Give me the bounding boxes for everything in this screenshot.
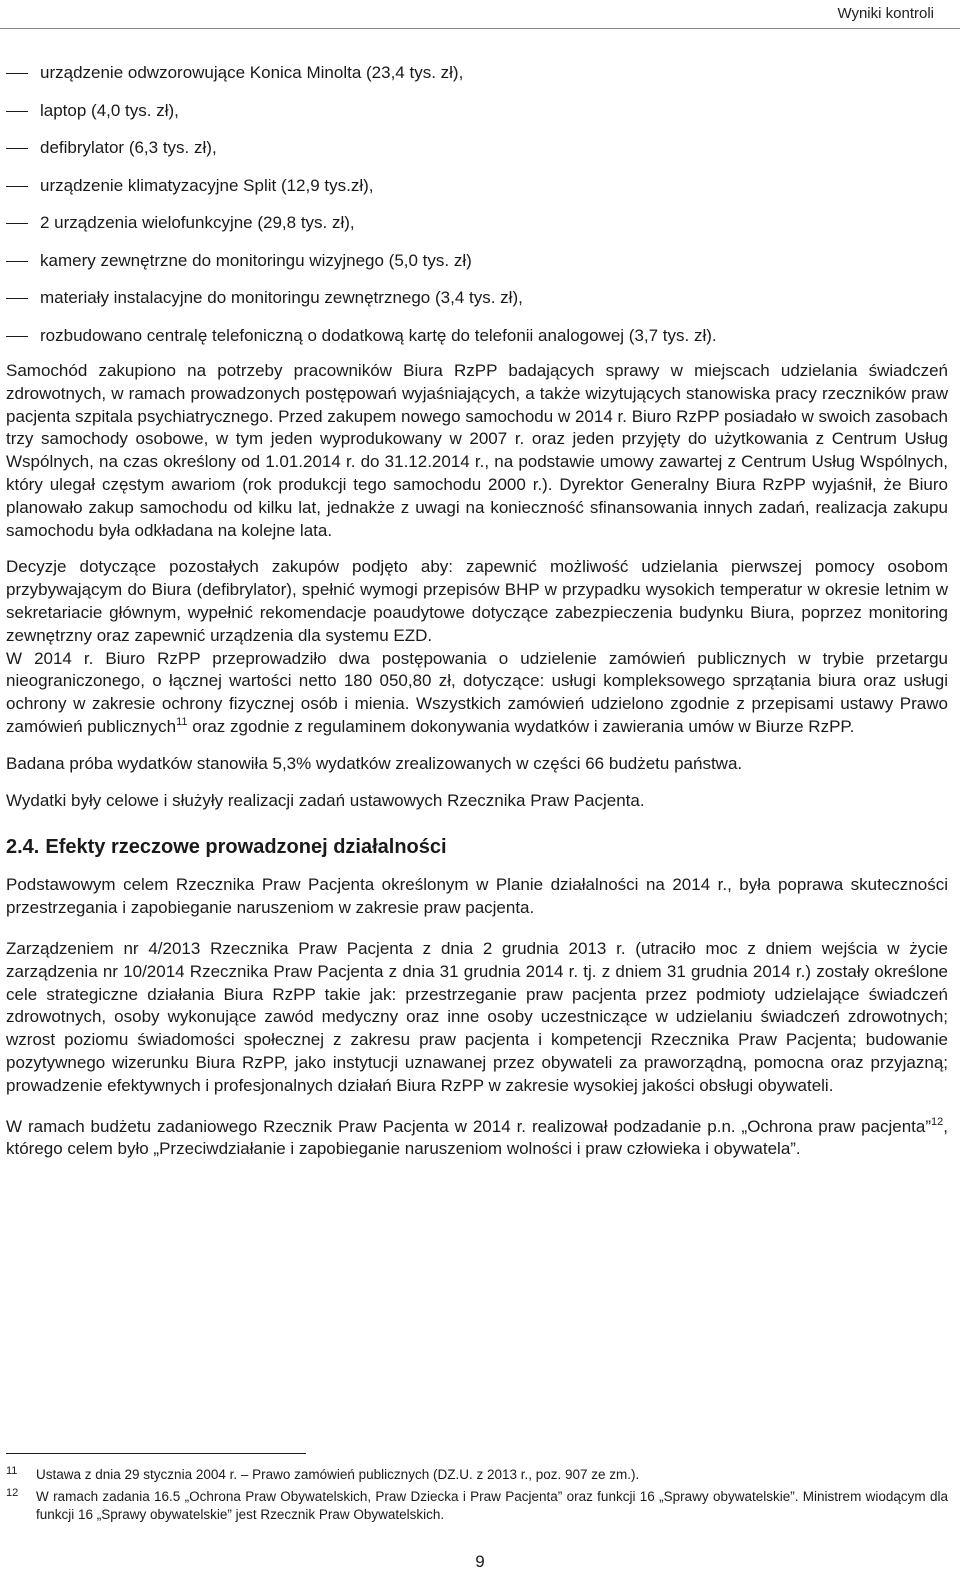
footnote-divider bbox=[6, 1453, 306, 1454]
footnotes bbox=[6, 1453, 948, 1528]
footnote-number: 12 bbox=[6, 1487, 19, 1499]
section-number: 2.4. bbox=[6, 836, 40, 859]
list-item: 2 urządzenia wielofunkcyjne (29,8 tys. zł), bbox=[6, 212, 948, 234]
paragraph-conclusion: Wydatki były celowe i służyły realizacji zadań ustawowych Rzecznika Praw Pacjenta. bbox=[6, 790, 645, 810]
purchase-list bbox=[6, 62, 948, 347]
footnote-item bbox=[6, 1488, 948, 1524]
list-item: materiały instalacyjne do monitoringu zewnętrznego (3,4 tys. zł), bbox=[6, 287, 948, 309]
paragraph-tenders bbox=[6, 648, 948, 739]
page-number: 9 bbox=[475, 1552, 485, 1571]
list-item: urządzenie klimatyzacyjne Split (12,9 tys.zł), bbox=[6, 175, 948, 197]
section-title: Efekty rzeczowe prowadzonej działalności bbox=[45, 836, 447, 859]
list-item: laptop (4,0 tys. zł), bbox=[6, 100, 948, 122]
footnote-item bbox=[6, 1466, 948, 1484]
paragraph-car-purchase: Samochód zakupiono na potrzeby pracowników Biura RzPP badających sprawy w miejscach udzielania świadczeń zdrowotnych, w ramach prowadzonych postępowań wyjaśniających, a także wizytujących stanowiska pracy rzeczników praw pacjenta szpitala psychiatrycznego. Przed zakupem nowego samochodu w 2014 r. Biuro RzPP posiadało w swoich zasobach trzy samochody osobowe, w tym jeden wyprodukowany w 2007 r. oraz jeden przyjęty do użytkowania z Centrum Usług Wspólnych, na czas określony od 1.01.2014 r. do 31.12.2014 r., na podstawie umowy zawartej z Centrum Usług Wspólnych, który ulegał częstym awariom (rok produkcji tego samochodu 2000 r.). Dyrektor Generalny Biura RzPP wyjaśnił, że Biuro planowało zakup samochodu od kilku lat, jednakże z uwagi na konieczność sfinansowania innych zadań, realizacja zakupu samochodu była odkładana na kolejne lata. bbox=[6, 361, 948, 540]
footnote-number: 11 bbox=[6, 1465, 18, 1477]
footnote-text: W ramach zadania 16.5 „Ochrona Praw Obywatelskich, Praw Dziecka i Praw Pacjenta” oraz funkcji 16 „Sprawy obywatelskie”. Ministrem wiodącym dla funkcji 16 „Sprawy obywatelskie” jest Rzecznik Praw Obywatelskich. bbox=[36, 1489, 948, 1522]
section-heading bbox=[6, 834, 948, 860]
footnote-text: Ustawa z dnia 29 stycznia 2004 r. – Prawo zamówień publicznych (DZ.U. z 2013 r., poz. 907 ze zm.). bbox=[36, 1467, 640, 1482]
paragraph-text: , którego celem było „Przeciwdziałanie i zapobieganie naruszeniom wolności i praw człowieka i obywatela”. bbox=[6, 1116, 948, 1159]
page-header bbox=[0, 0, 960, 29]
footnote-ref[interactable]: 12 bbox=[931, 1115, 944, 1128]
list-item: kamery zewnętrzne do monitoringu wizyjnego (5,0 tys. zł) bbox=[6, 250, 948, 272]
paragraph-other-purchases: Decyzje dotyczące pozostałych zakupów podjęto aby: zapewnić możliwość udzielania pierwszej pomocy osobom przybywającym do Biura (defibrylator), spełnić wymogi przepisów BHP w przypadku wysokich temperatur w okresie letnim w sekretariacie głównym, wypełnić rekomendacje poaudytowe dotyczące zabezpieczenia budynku Biura, poprzez monitoring zewnętrzny oraz zapewnić urządzenia dla systemu EZD. bbox=[6, 557, 948, 645]
paragraph-text: oraz zgodnie z regulaminem dokonywania wydatków i zawierania umów w Biurze RzPP. bbox=[187, 716, 855, 736]
main-content bbox=[6, 62, 948, 1161]
paragraph-text: W 2014 r. Biuro RzPP przeprowadziło dwa postępowania o udzielenie zamówień publicznych w trybie przetargu nieograniczonego, o łącznej wartości netto 180 050,80 zł, dotyczące: usługi kompleksowego sprzątania biura oraz usługi ochrony w zakresie ochrony fizycznej osób i mienia. Wszystkich zamówień udzielono zgodnie z przepisami ustawy Prawo zamówień publicznych bbox=[6, 648, 948, 736]
header-title: Wyniki kontroli bbox=[837, 5, 934, 22]
paragraph-sample: Badana próba wydatków stanowiła 5,3% wydatków zrealizowanych w części 66 budżetu państwa. bbox=[6, 753, 743, 773]
paragraph-strategic-goals: Zarządzeniem nr 4/2013 Rzecznika Praw Pacjenta z dnia 2 grudnia 2013 r. (utraciło moc z dniem wejścia w życie zarządzenia nr 10/2014 Rzecznika Praw Pacjenta z dnia 31 grudnia 2014 r. tj. z dniem 31 grudnia 2014 r.) zostały określone cele strategiczne działania Biura RzPP takie jak: przestrzeganie praw pacjenta przez podmioty udzielające świadczeń zdrowotnych, osoby wykonujące zawód medyczny oraz inne osoby uczestniczące w udzielaniu świadczeń zdrowotnych; wzrost poziomu świadomości społecznej z zakresu praw pacjenta i kompetencji Rzecznika Praw Pacjenta; budowanie pozytywnego wizerunku Biura RzPP, jako instytucji uznawanej przez obywateli za praworządną, pomocna oraz przyjazną; prowadzenie efektywnych i profesjonalnych działań Biura RzPP w zakresie wysokiej jakości obsługi obywateli. bbox=[6, 938, 948, 1095]
footnote-ref[interactable]: 11 bbox=[176, 715, 188, 728]
list-item: rozbudowano centralę telefoniczną o dodatkową kartę do telefonii analogowej (3,7 tys. zł). bbox=[6, 325, 948, 347]
paragraph-budget-task bbox=[6, 1116, 948, 1162]
list-item: defibrylator (6,3 tys. zł), bbox=[6, 137, 948, 159]
paragraph-main-goal: Podstawowym celem Rzecznika Praw Pacjenta określonym w Planie działalności na 2014 r., była poprawa skuteczności przestrzegania i zapobieganie naruszeniom w zakresie praw pacjenta. bbox=[6, 875, 948, 918]
list-item: urządzenie odwzorowujące Konica Minolta (23,4 tys. zł), bbox=[6, 62, 948, 84]
paragraph-text: W ramach budżetu zadaniowego Rzecznik Praw Pacjenta w 2014 r. realizował podzadanie p.n. „Ochrona praw pacjenta” bbox=[6, 1116, 932, 1136]
